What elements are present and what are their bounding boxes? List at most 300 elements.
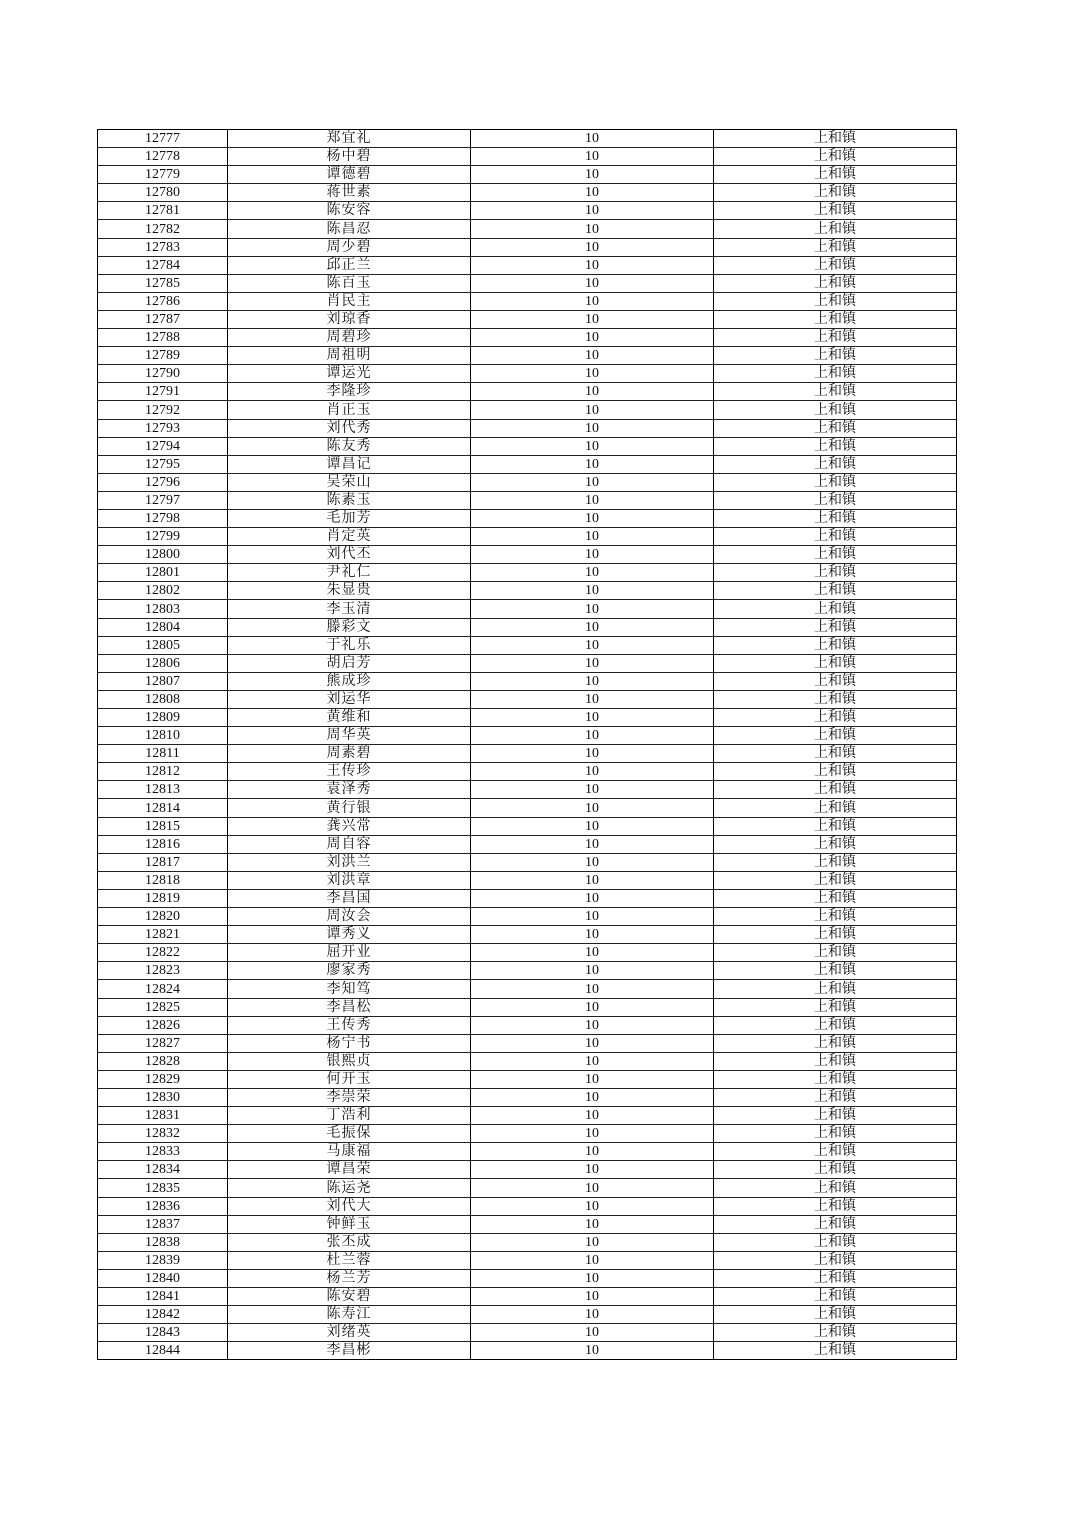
town-cell: 上和镇 [714, 546, 957, 564]
name-cell: 龚兴常 [228, 817, 471, 835]
amount-cell: 10 [471, 944, 714, 962]
town-cell: 上和镇 [714, 1161, 957, 1179]
amount-cell: 10 [471, 582, 714, 600]
name-cell: 周自容 [228, 835, 471, 853]
town-cell: 上和镇 [714, 1143, 957, 1161]
table-row [98, 835, 957, 853]
amount-cell: 10 [471, 1306, 714, 1324]
name-cell: 刘洪兰 [228, 853, 471, 871]
town-cell: 上和镇 [714, 1215, 957, 1233]
table-row [98, 1233, 957, 1251]
id-cell: 12787 [98, 310, 228, 328]
id-cell: 12825 [98, 998, 228, 1016]
table-row [98, 1324, 957, 1342]
id-cell: 12833 [98, 1143, 228, 1161]
table-row [98, 564, 957, 582]
amount-cell: 10 [471, 310, 714, 328]
amount-cell: 10 [471, 1342, 714, 1360]
table-row [98, 491, 957, 509]
town-cell: 上和镇 [714, 365, 957, 383]
table-row [98, 1161, 957, 1179]
name-cell: 陈百玉 [228, 274, 471, 292]
id-cell: 12823 [98, 962, 228, 980]
amount-cell: 10 [471, 709, 714, 727]
id-cell: 12839 [98, 1251, 228, 1269]
id-cell: 12834 [98, 1161, 228, 1179]
amount-cell: 10 [471, 690, 714, 708]
town-cell: 上和镇 [714, 853, 957, 871]
amount-cell: 10 [471, 148, 714, 166]
table-row [98, 1052, 957, 1070]
name-cell: 陈素玉 [228, 491, 471, 509]
town-cell: 上和镇 [714, 709, 957, 727]
roster-table [97, 129, 957, 1360]
town-cell: 上和镇 [714, 455, 957, 473]
name-cell: 邱正兰 [228, 256, 471, 274]
table-row [98, 310, 957, 328]
id-cell: 12811 [98, 745, 228, 763]
table-row [98, 509, 957, 527]
name-cell: 吴荣山 [228, 473, 471, 491]
id-cell: 12806 [98, 654, 228, 672]
name-cell: 王传秀 [228, 1016, 471, 1034]
table-row [98, 220, 957, 238]
amount-cell: 10 [471, 473, 714, 491]
table-row [98, 1034, 957, 1052]
amount-cell: 10 [471, 1070, 714, 1088]
amount-cell: 10 [471, 329, 714, 347]
name-cell: 陈安碧 [228, 1288, 471, 1306]
id-cell: 12837 [98, 1215, 228, 1233]
amount-cell: 10 [471, 166, 714, 184]
name-cell: 李隆珍 [228, 383, 471, 401]
town-cell: 上和镇 [714, 618, 957, 636]
amount-cell: 10 [471, 401, 714, 419]
town-cell: 上和镇 [714, 1125, 957, 1143]
table-row [98, 292, 957, 310]
table-row [98, 926, 957, 944]
amount-cell: 10 [471, 546, 714, 564]
id-cell: 12810 [98, 727, 228, 745]
name-cell: 谭德碧 [228, 166, 471, 184]
id-cell: 12812 [98, 763, 228, 781]
town-cell: 上和镇 [714, 781, 957, 799]
amount-cell: 10 [471, 889, 714, 907]
table-row [98, 1306, 957, 1324]
table-row [98, 148, 957, 166]
id-cell: 12807 [98, 672, 228, 690]
name-cell: 张丕成 [228, 1233, 471, 1251]
amount-cell: 10 [471, 781, 714, 799]
table-row [98, 944, 957, 962]
town-cell: 上和镇 [714, 962, 957, 980]
name-cell: 陈运尧 [228, 1179, 471, 1197]
town-cell: 上和镇 [714, 944, 957, 962]
town-cell: 上和镇 [714, 130, 957, 148]
table-row [98, 672, 957, 690]
id-cell: 12828 [98, 1052, 228, 1070]
amount-cell: 10 [471, 908, 714, 926]
town-cell: 上和镇 [714, 672, 957, 690]
town-cell: 上和镇 [714, 166, 957, 184]
town-cell: 上和镇 [714, 636, 957, 654]
town-cell: 上和镇 [714, 745, 957, 763]
town-cell: 上和镇 [714, 383, 957, 401]
amount-cell: 10 [471, 1179, 714, 1197]
table-row [98, 1070, 957, 1088]
name-cell: 毛振保 [228, 1125, 471, 1143]
name-cell: 廖家秀 [228, 962, 471, 980]
id-cell: 12831 [98, 1107, 228, 1125]
id-cell: 12794 [98, 437, 228, 455]
id-cell: 12785 [98, 274, 228, 292]
table-row [98, 980, 957, 998]
table-row [98, 745, 957, 763]
id-cell: 12800 [98, 546, 228, 564]
amount-cell: 10 [471, 618, 714, 636]
table-row [98, 962, 957, 980]
town-cell: 上和镇 [714, 1269, 957, 1287]
table-row [98, 1179, 957, 1197]
amount-cell: 10 [471, 256, 714, 274]
id-cell: 12792 [98, 401, 228, 419]
id-cell: 12829 [98, 1070, 228, 1088]
table-row [98, 1143, 957, 1161]
town-cell: 上和镇 [714, 1251, 957, 1269]
id-cell: 12780 [98, 184, 228, 202]
table-row [98, 473, 957, 491]
town-cell: 上和镇 [714, 419, 957, 437]
name-cell: 周碧珍 [228, 329, 471, 347]
town-cell: 上和镇 [714, 437, 957, 455]
table-row [98, 184, 957, 202]
name-cell: 陈昌忍 [228, 220, 471, 238]
id-cell: 12844 [98, 1342, 228, 1360]
amount-cell: 10 [471, 799, 714, 817]
name-cell: 杜兰蓉 [228, 1251, 471, 1269]
town-cell: 上和镇 [714, 582, 957, 600]
table-row [98, 383, 957, 401]
name-cell: 黄维和 [228, 709, 471, 727]
table-row [98, 1125, 957, 1143]
amount-cell: 10 [471, 1215, 714, 1233]
amount-cell: 10 [471, 184, 714, 202]
name-cell: 丁浩利 [228, 1107, 471, 1125]
amount-cell: 10 [471, 365, 714, 383]
town-cell: 上和镇 [714, 310, 957, 328]
amount-cell: 10 [471, 835, 714, 853]
name-cell: 肖定英 [228, 528, 471, 546]
table-row [98, 365, 957, 383]
name-cell: 杨宁书 [228, 1034, 471, 1052]
amount-cell: 10 [471, 347, 714, 365]
town-cell: 上和镇 [714, 1070, 957, 1088]
id-cell: 12830 [98, 1088, 228, 1106]
town-cell: 上和镇 [714, 202, 957, 220]
table-row [98, 166, 957, 184]
table-row [98, 419, 957, 437]
amount-cell: 10 [471, 727, 714, 745]
name-cell: 周少碧 [228, 238, 471, 256]
id-cell: 12781 [98, 202, 228, 220]
amount-cell: 10 [471, 998, 714, 1016]
id-cell: 12799 [98, 528, 228, 546]
id-cell: 12789 [98, 347, 228, 365]
amount-cell: 10 [471, 1052, 714, 1070]
amount-cell: 10 [471, 238, 714, 256]
roster-body [98, 130, 957, 1360]
town-cell: 上和镇 [714, 690, 957, 708]
town-cell: 上和镇 [714, 1233, 957, 1251]
name-cell: 李玉清 [228, 600, 471, 618]
id-cell: 12777 [98, 130, 228, 148]
id-cell: 12788 [98, 329, 228, 347]
id-cell: 12822 [98, 944, 228, 962]
table-row [98, 437, 957, 455]
name-cell: 周素碧 [228, 745, 471, 763]
name-cell: 陈安容 [228, 202, 471, 220]
table-row [98, 1215, 957, 1233]
town-cell: 上和镇 [714, 908, 957, 926]
name-cell: 李崇荣 [228, 1088, 471, 1106]
town-cell: 上和镇 [714, 889, 957, 907]
amount-cell: 10 [471, 1107, 714, 1125]
id-cell: 12838 [98, 1233, 228, 1251]
name-cell: 袁泽秀 [228, 781, 471, 799]
name-cell: 刘洪章 [228, 871, 471, 889]
id-cell: 12832 [98, 1125, 228, 1143]
name-cell: 黄行银 [228, 799, 471, 817]
name-cell: 李知笃 [228, 980, 471, 998]
id-cell: 12798 [98, 509, 228, 527]
amount-cell: 10 [471, 1288, 714, 1306]
id-cell: 12786 [98, 292, 228, 310]
amount-cell: 10 [471, 600, 714, 618]
name-cell: 钟鲜玉 [228, 1215, 471, 1233]
town-cell: 上和镇 [714, 274, 957, 292]
table-row [98, 727, 957, 745]
name-cell: 谭秀义 [228, 926, 471, 944]
id-cell: 12803 [98, 600, 228, 618]
town-cell: 上和镇 [714, 1034, 957, 1052]
table-row [98, 817, 957, 835]
town-cell: 上和镇 [714, 1179, 957, 1197]
amount-cell: 10 [471, 509, 714, 527]
id-cell: 12797 [98, 491, 228, 509]
table-row [98, 238, 957, 256]
name-cell: 杨中碧 [228, 148, 471, 166]
name-cell: 于礼乐 [228, 636, 471, 654]
amount-cell: 10 [471, 274, 714, 292]
table-row [98, 455, 957, 473]
table-row [98, 998, 957, 1016]
name-cell: 熊成珍 [228, 672, 471, 690]
amount-cell: 10 [471, 292, 714, 310]
table-row [98, 799, 957, 817]
name-cell: 刘代大 [228, 1197, 471, 1215]
id-cell: 12815 [98, 817, 228, 835]
table-row [98, 1016, 957, 1034]
name-cell: 刘代秀 [228, 419, 471, 437]
amount-cell: 10 [471, 745, 714, 763]
town-cell: 上和镇 [714, 1107, 957, 1125]
amount-cell: 10 [471, 1143, 714, 1161]
name-cell: 周祖明 [228, 347, 471, 365]
town-cell: 上和镇 [714, 998, 957, 1016]
town-cell: 上和镇 [714, 1052, 957, 1070]
amount-cell: 10 [471, 1233, 714, 1251]
name-cell: 陈友秀 [228, 437, 471, 455]
id-cell: 12819 [98, 889, 228, 907]
amount-cell: 10 [471, 1034, 714, 1052]
town-cell: 上和镇 [714, 1306, 957, 1324]
name-cell: 肖正玉 [228, 401, 471, 419]
table-row [98, 618, 957, 636]
name-cell: 李昌松 [228, 998, 471, 1016]
id-cell: 12813 [98, 781, 228, 799]
town-cell: 上和镇 [714, 491, 957, 509]
amount-cell: 10 [471, 1197, 714, 1215]
table-row [98, 1251, 957, 1269]
name-cell: 刘琼香 [228, 310, 471, 328]
amount-cell: 10 [471, 763, 714, 781]
name-cell: 滕彩文 [228, 618, 471, 636]
id-cell: 12783 [98, 238, 228, 256]
id-cell: 12820 [98, 908, 228, 926]
town-cell: 上和镇 [714, 926, 957, 944]
amount-cell: 10 [471, 926, 714, 944]
id-cell: 12827 [98, 1034, 228, 1052]
name-cell: 周汝会 [228, 908, 471, 926]
id-cell: 12841 [98, 1288, 228, 1306]
table-row [98, 329, 957, 347]
town-cell: 上和镇 [714, 1088, 957, 1106]
name-cell: 谭昌记 [228, 455, 471, 473]
id-cell: 12778 [98, 148, 228, 166]
town-cell: 上和镇 [714, 871, 957, 889]
name-cell: 谭运光 [228, 365, 471, 383]
town-cell: 上和镇 [714, 763, 957, 781]
amount-cell: 10 [471, 1016, 714, 1034]
name-cell: 尹礼仁 [228, 564, 471, 582]
id-cell: 12790 [98, 365, 228, 383]
table-row [98, 690, 957, 708]
id-cell: 12796 [98, 473, 228, 491]
town-cell: 上和镇 [714, 473, 957, 491]
table-row [98, 853, 957, 871]
town-cell: 上和镇 [714, 238, 957, 256]
amount-cell: 10 [471, 220, 714, 238]
amount-cell: 10 [471, 202, 714, 220]
table-row [98, 1197, 957, 1215]
id-cell: 12817 [98, 853, 228, 871]
id-cell: 12808 [98, 690, 228, 708]
id-cell: 12804 [98, 618, 228, 636]
table-row [98, 1342, 957, 1360]
town-cell: 上和镇 [714, 980, 957, 998]
id-cell: 12784 [98, 256, 228, 274]
table-row [98, 654, 957, 672]
name-cell: 陈寿江 [228, 1306, 471, 1324]
amount-cell: 10 [471, 853, 714, 871]
town-cell: 上和镇 [714, 654, 957, 672]
amount-cell: 10 [471, 636, 714, 654]
town-cell: 上和镇 [714, 727, 957, 745]
town-cell: 上和镇 [714, 817, 957, 835]
town-cell: 上和镇 [714, 347, 957, 365]
amount-cell: 10 [471, 437, 714, 455]
table-row [98, 636, 957, 654]
id-cell: 12793 [98, 419, 228, 437]
id-cell: 12836 [98, 1197, 228, 1215]
table-row [98, 401, 957, 419]
id-cell: 12826 [98, 1016, 228, 1034]
amount-cell: 10 [471, 672, 714, 690]
name-cell: 何开玉 [228, 1070, 471, 1088]
id-cell: 12791 [98, 383, 228, 401]
town-cell: 上和镇 [714, 148, 957, 166]
name-cell: 马康福 [228, 1143, 471, 1161]
name-cell: 谭昌荣 [228, 1161, 471, 1179]
name-cell: 王传珍 [228, 763, 471, 781]
town-cell: 上和镇 [714, 401, 957, 419]
name-cell: 蒋世素 [228, 184, 471, 202]
town-cell: 上和镇 [714, 184, 957, 202]
name-cell: 李昌国 [228, 889, 471, 907]
amount-cell: 10 [471, 1269, 714, 1287]
table-row [98, 1288, 957, 1306]
town-cell: 上和镇 [714, 600, 957, 618]
town-cell: 上和镇 [714, 1016, 957, 1034]
amount-cell: 10 [471, 564, 714, 582]
town-cell: 上和镇 [714, 564, 957, 582]
table-row [98, 781, 957, 799]
table-row [98, 274, 957, 292]
town-cell: 上和镇 [714, 799, 957, 817]
table-row [98, 600, 957, 618]
amount-cell: 10 [471, 980, 714, 998]
table-row [98, 1088, 957, 1106]
amount-cell: 10 [471, 419, 714, 437]
amount-cell: 10 [471, 130, 714, 148]
name-cell: 郑宜礼 [228, 130, 471, 148]
town-cell: 上和镇 [714, 1324, 957, 1342]
town-cell: 上和镇 [714, 220, 957, 238]
id-cell: 12821 [98, 926, 228, 944]
name-cell: 屈开业 [228, 944, 471, 962]
table-row [98, 130, 957, 148]
amount-cell: 10 [471, 962, 714, 980]
table-row [98, 1107, 957, 1125]
town-cell: 上和镇 [714, 329, 957, 347]
town-cell: 上和镇 [714, 1288, 957, 1306]
name-cell: 刘运华 [228, 690, 471, 708]
amount-cell: 10 [471, 1161, 714, 1179]
id-cell: 12843 [98, 1324, 228, 1342]
name-cell: 银熙贞 [228, 1052, 471, 1070]
table-row [98, 582, 957, 600]
name-cell: 朱显贵 [228, 582, 471, 600]
name-cell: 刘代丕 [228, 546, 471, 564]
table-row [98, 347, 957, 365]
id-cell: 12824 [98, 980, 228, 998]
id-cell: 12782 [98, 220, 228, 238]
table-row [98, 1269, 957, 1287]
id-cell: 12835 [98, 1179, 228, 1197]
table-row [98, 709, 957, 727]
table-row [98, 202, 957, 220]
town-cell: 上和镇 [714, 1197, 957, 1215]
